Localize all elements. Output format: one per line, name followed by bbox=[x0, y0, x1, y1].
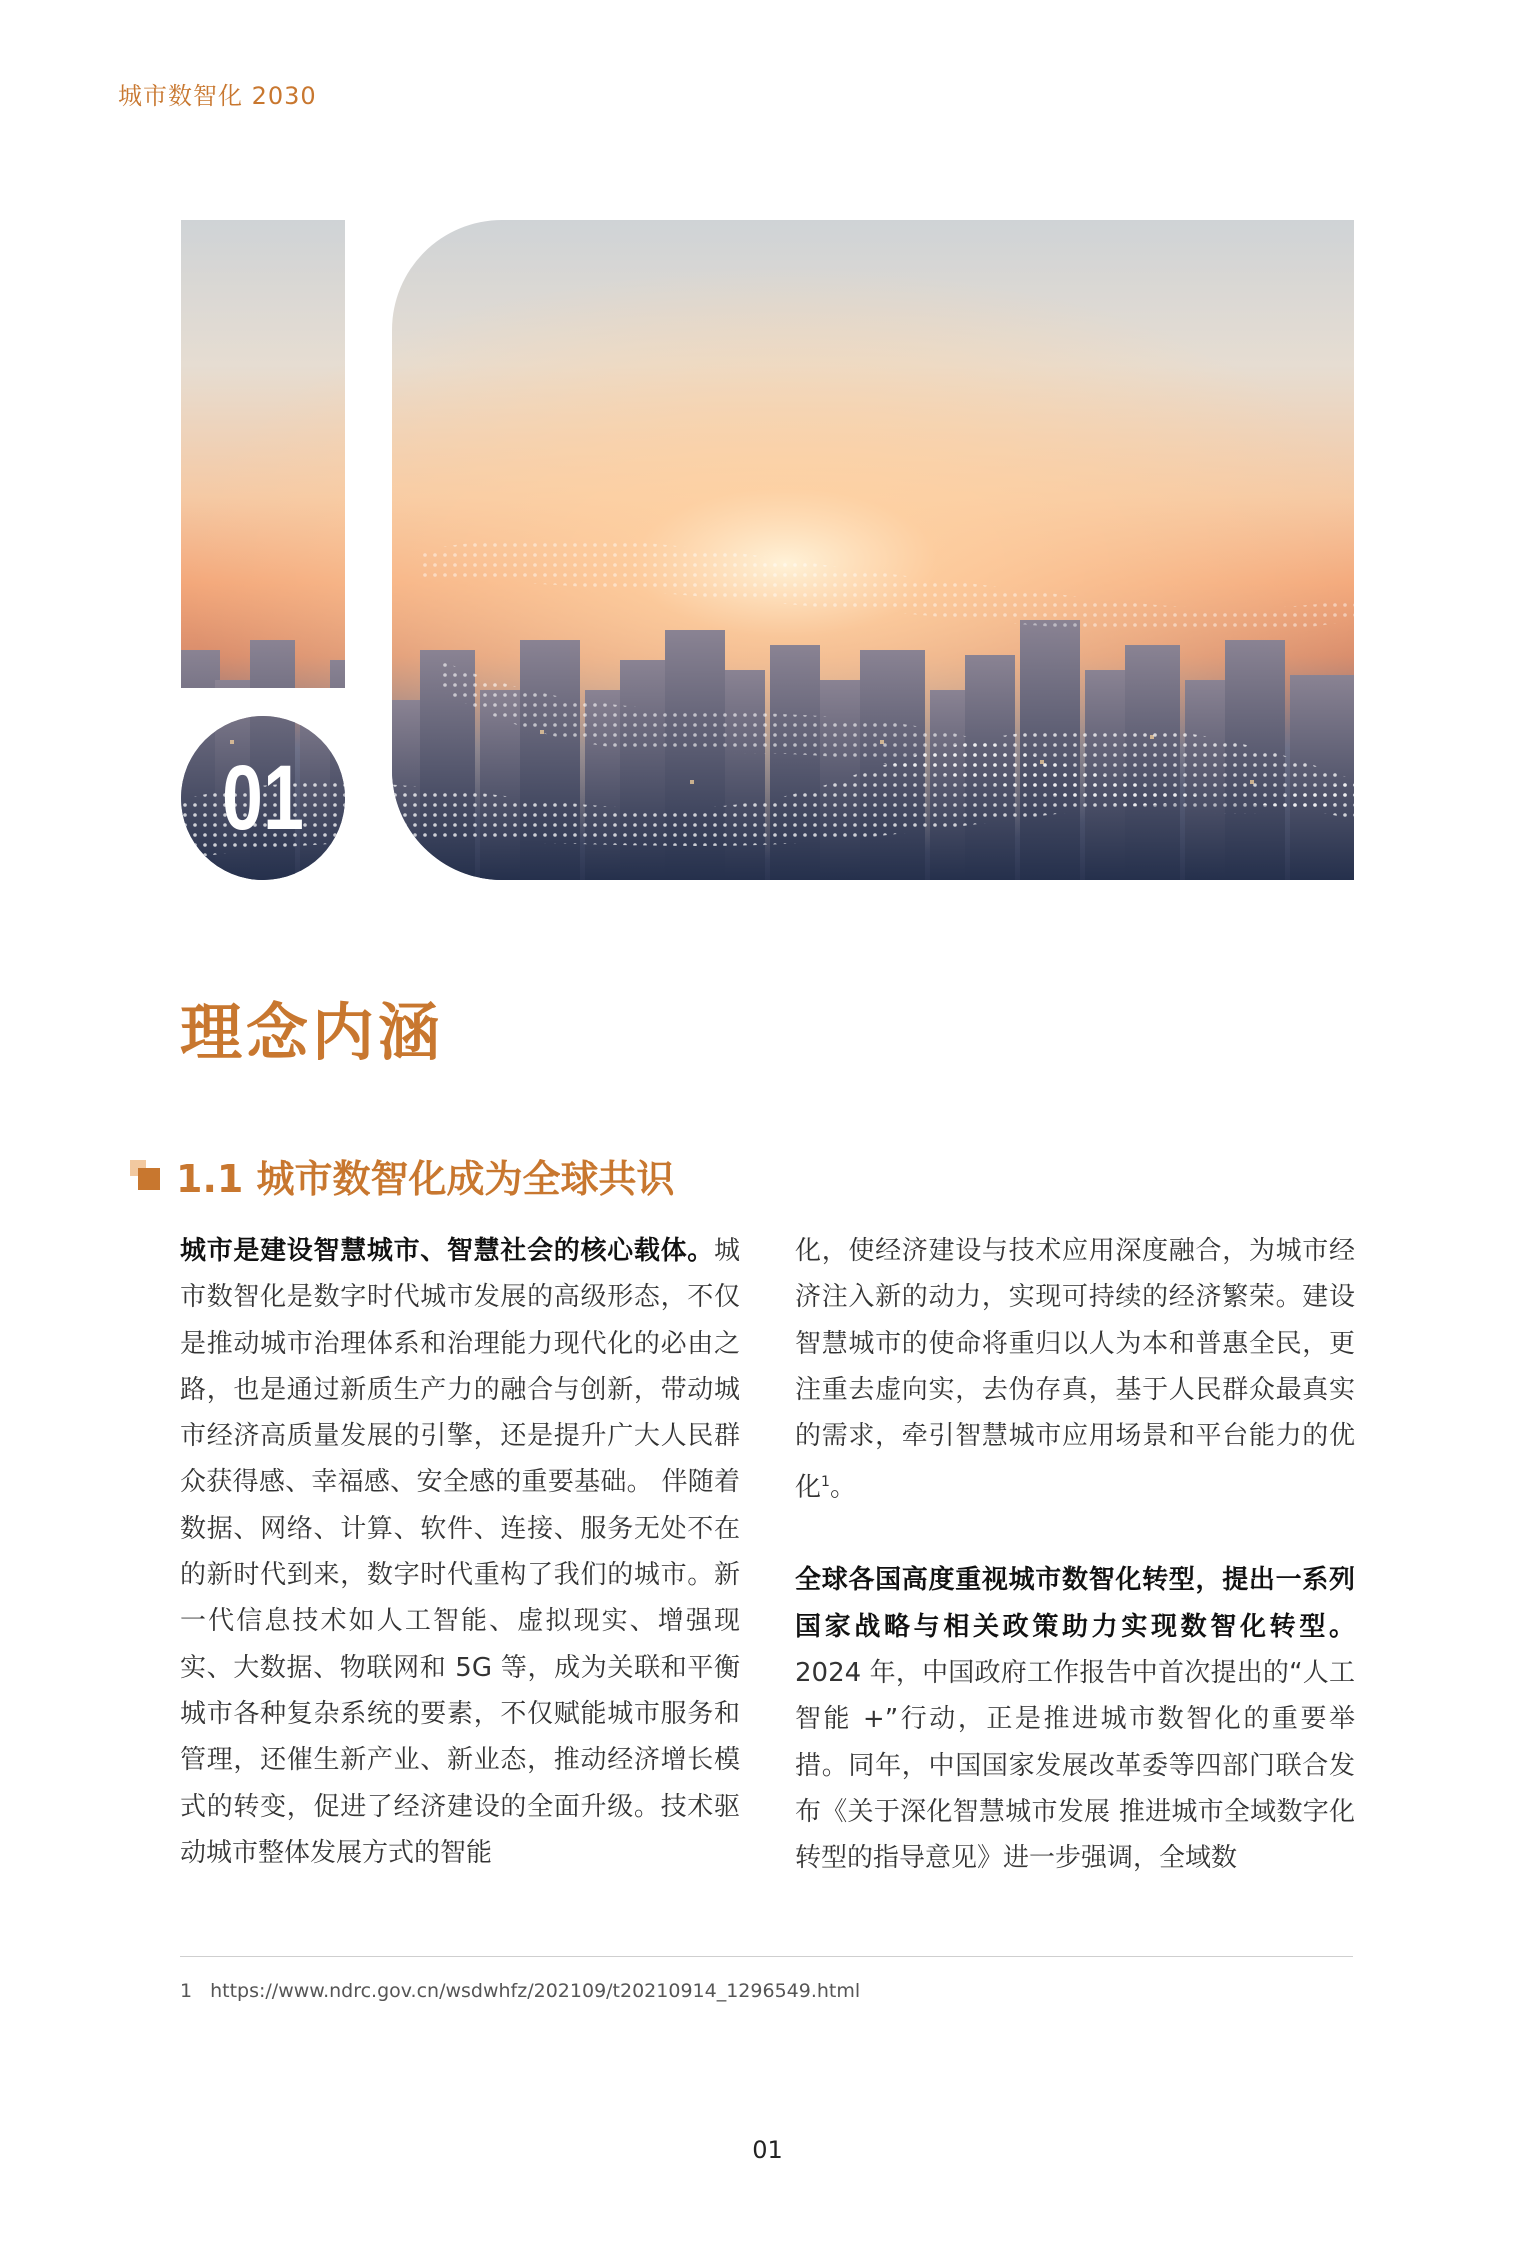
footnote-ref[interactable]: 1 bbox=[821, 1474, 830, 1491]
chapter-number: 01 bbox=[222, 746, 304, 849]
running-header: 城市数智化 2030 bbox=[118, 82, 317, 110]
lead-sentence: 全球各国高度重视城市数智化转型，提出一系列国家战略与相关政策助力实现数智化转型。 bbox=[795, 1565, 1355, 1642]
footnote-number: 1 bbox=[180, 1980, 193, 2002]
chapter-title: 理念内涵 bbox=[180, 996, 445, 1069]
chapter-number-badge bbox=[181, 716, 345, 880]
body-text-end: 。 bbox=[829, 1473, 856, 1504]
section-title: 1.1 城市数智化成为全球共识 bbox=[176, 1157, 675, 1201]
footnote-link[interactable]: https://www.ndrc.gov.cn/wsdwhfz/202109/t20210914_1296549.html bbox=[210, 1980, 861, 2002]
footnote bbox=[180, 1980, 860, 2002]
body-column-right bbox=[795, 1228, 1355, 1882]
hero-image-strip bbox=[181, 220, 345, 688]
body-column-left bbox=[180, 1228, 740, 1876]
body-text: 城市数智化是数字时代城市发展的高级形态，不仅是推动城市治理体系和治理能力现代化的必由之路，也是通过新质生产力的融合与创新，带动城市经济高质量发展的引擎，还是提升广大人民群众获得感、幸福感、安全感的重要基础。 伴随着数据、网络、计算、软件、连接、服务无处不在的新时代到来，数字时代重构了我们的城市。新一代信息技术如人工智能、虚拟现实、增强现实、大数据、物联网和 5G 等，成为关联和平衡城市各种复杂系统的要素，不仅赋能城市服务和管理，还催生新产业、新业态，推动经济增长模式的转变，促进了经济建设的全面升级。技术驱动城市整体发展方式的智能 bbox=[180, 1236, 740, 1868]
footnote-divider bbox=[180, 1956, 1353, 1957]
section-squares-icon bbox=[130, 1160, 162, 1192]
hero-image bbox=[392, 220, 1535, 880]
body-text: 化，使经济建设与技术应用深度融合，为城市经济注入新的动力，实现可持续的经济繁荣。建设智慧城市的使命将重归以人为本和普惠全民，更注重去虚向实，去伪存真，基于人民群众最真实的需求，牵引智慧城市应用场景和平台能力的优化 bbox=[795, 1236, 1355, 1504]
body-text: 2024 年，中国政府工作报告中首次提出的“人工智能 +”行动，正是推进城市数智化的重要举措。同年，中国国家发展改革委等四部门联合发布《关于深化智慧城市发展 推进城市全域数字化转型的指导意见》进一步强调，全域数 bbox=[795, 1658, 1355, 1874]
page-number: 01 bbox=[752, 2136, 783, 2164]
section-heading bbox=[130, 1148, 675, 1203]
lead-sentence: 城市是建设智慧城市、智慧社会的核心载体。 bbox=[180, 1236, 714, 1266]
